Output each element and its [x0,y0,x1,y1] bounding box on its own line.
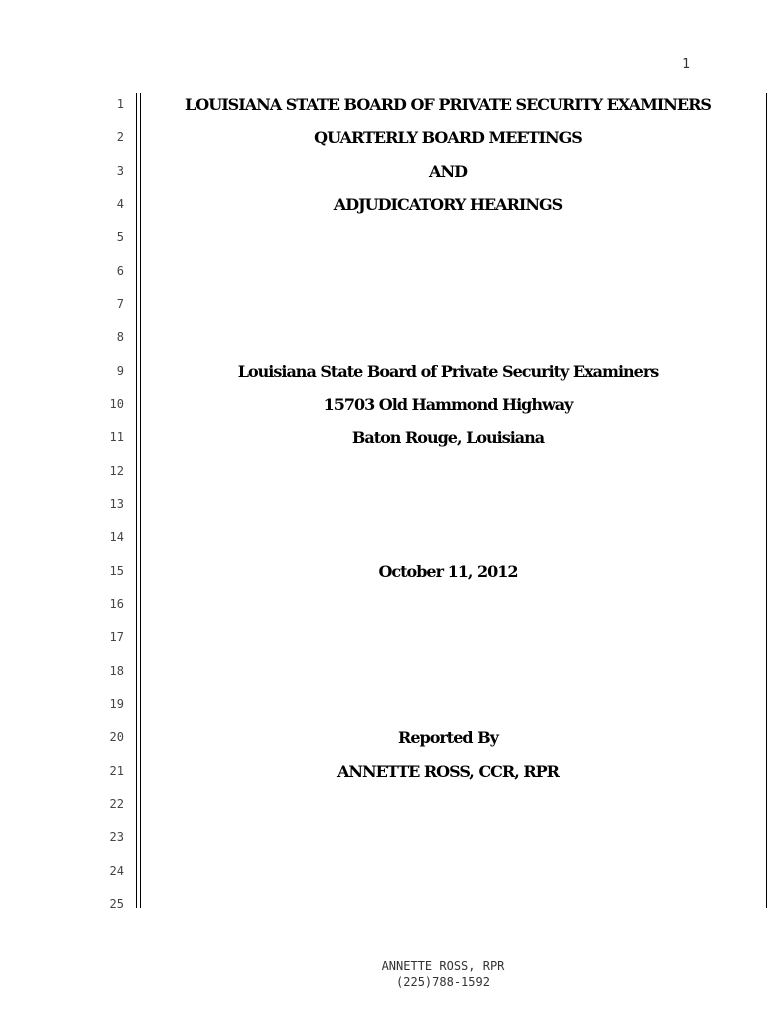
blank-line [146,255,750,288]
page-footer [300,958,586,990]
left-margin-rule-inner [140,93,141,908]
blank-line [146,455,750,488]
line-number: 1 [116,97,124,111]
line-number: 8 [116,330,124,345]
reported-by-label: Reported By [398,728,498,748]
blank-line [146,788,750,821]
hearing-date: October 11, 2012 [378,561,518,581]
line-number: 3 [116,163,124,178]
line-number: 10 [109,396,124,411]
blank-line [146,688,750,721]
venue-street-address: 15703 Old Hammond Highway [323,394,573,414]
line-number: 2 [116,130,124,145]
blank-line [146,888,750,921]
line-number: 7 [116,296,124,311]
meeting-type-heading: QUARTERLY BOARD MEETINGS [314,128,582,148]
venue-city-state: Baton Rouge, Louisiana [351,428,545,448]
blank-line [146,521,750,554]
line-number: 19 [109,696,124,711]
line-number: 13 [109,496,124,511]
board-name-heading: LOUISIANA STATE BOARD OF PRIVATE SECURITY EXAMINERS [185,95,711,114]
hearing-type-heading: ADJUDICATORY HEARINGS [333,194,563,214]
page-number: 1 [682,57,690,72]
line-number: 5 [116,230,124,245]
line-number: 6 [116,263,124,278]
line-number: 18 [109,663,124,678]
line-number-column [88,88,124,921]
blank-line [146,855,750,888]
line-number: 9 [116,363,124,378]
right-margin-rule [766,93,767,908]
blank-line [146,588,750,621]
line-number: 11 [109,430,124,445]
footer-reporter: ANNETTE ROSS, RPR [381,959,505,973]
line-number: 16 [109,596,124,611]
blank-line [146,821,750,854]
heading-conjunction: AND [429,161,467,181]
blank-line [146,488,750,521]
reporter-name: ANNETTE ROSS, CCR, RPR [337,761,559,781]
line-number: 17 [109,630,124,645]
transcript-body [146,88,750,921]
line-number: 24 [109,863,124,878]
line-number: 23 [109,830,124,845]
line-number: 14 [109,530,124,545]
line-number: 22 [109,796,124,811]
line-number: 15 [109,563,124,578]
line-number: 21 [109,763,124,778]
blank-line [146,221,750,254]
line-number: 12 [109,463,124,478]
venue-name: Louisiana State Board of Private Security Examiners [237,361,659,381]
left-margin-rule-outer [136,93,137,908]
blank-line [146,321,750,354]
blank-line [146,621,750,654]
line-number: 4 [116,196,124,211]
blank-line [146,288,750,321]
footer-phone: (225)788-1592 [396,975,490,989]
blank-line [146,655,750,688]
line-number: 20 [109,730,124,745]
line-number: 25 [109,896,124,911]
